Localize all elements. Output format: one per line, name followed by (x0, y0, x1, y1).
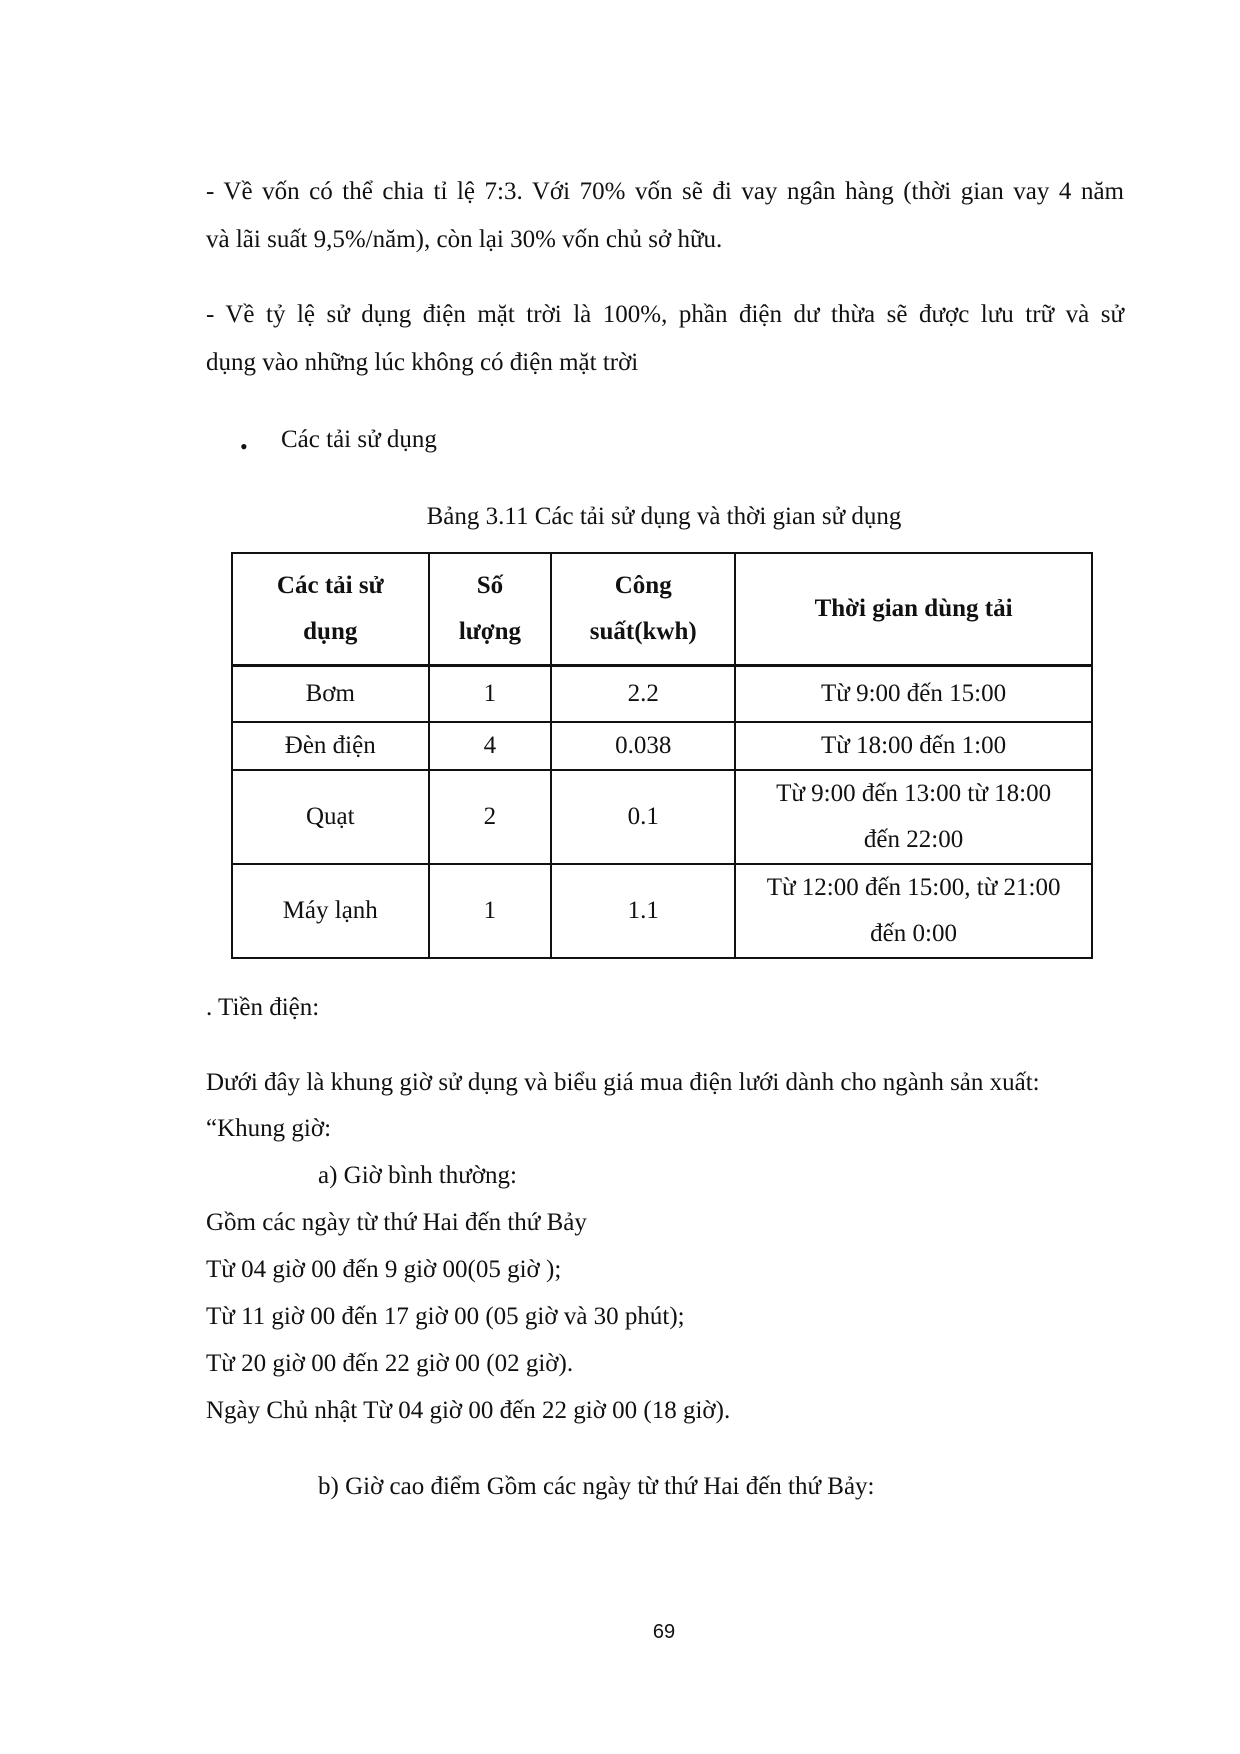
header-power-line-2: suất(kwh) (589, 618, 697, 645)
cell-quantity: 1 (429, 864, 552, 958)
schedule-line: Gồm các ngày từ thứ Hai đến thứ Bảy (206, 1209, 587, 1236)
table-row (232, 864, 1092, 958)
schedule-line: Từ 11 giờ 00 đến 17 giờ 00 (05 giờ và 30 phút); (206, 1303, 685, 1330)
cell-power: 1.1 (551, 864, 735, 958)
header-power (551, 553, 735, 666)
cell-load: Bơm (232, 666, 429, 722)
capital-paragraph-line-1: - Về vốn có thể chia tỉ lệ 7:3. Với 70% vốn sẽ đi vay ngân hàng (thời gian vay 4 năm (206, 178, 1124, 205)
electricity-intro: Dưới đây là khung giờ sử dụng và biểu giá mua điện lưới dành cho ngành sản xuất: (206, 1069, 1040, 1096)
header-load (232, 553, 429, 666)
item-a-normal-hours: a) Giờ bình thường: (318, 1162, 517, 1189)
cell-quantity: 2 (429, 770, 552, 864)
header-quantity-line-1: Số (476, 572, 504, 599)
header-quantity (429, 553, 552, 666)
header-load-line-1: Các tải sử (276, 572, 384, 599)
loads-table (231, 552, 1093, 959)
solar-paragraph-line-1: - Về tỷ lệ sử dụng điện mặt trời là 100%, phần điện dư thừa sẽ được lưu trữ và sử (206, 301, 1124, 328)
cell-power: 0.038 (551, 722, 735, 770)
table-row (232, 770, 1092, 864)
cell-quantity: 1 (429, 666, 552, 722)
header-time: Thời gian dùng tải (735, 553, 1092, 666)
page-number: 69 (652, 1621, 676, 1643)
electricity-heading: . Tiền điện: (206, 994, 320, 1021)
capital-paragraph-line-2: và lãi suất 9,5%/năm), còn lại 30% vốn chủ sở hữu. (206, 226, 723, 253)
header-load-line-2: dụng (303, 618, 358, 645)
schedule-line: Từ 04 giờ 00 đến 9 giờ 00(05 giờ ); (206, 1256, 562, 1283)
header-power-line-1: Công (614, 572, 672, 599)
schedule-line: Từ 20 giờ 00 đến 22 giờ 00 (02 giờ). (206, 1350, 574, 1377)
cell-time (735, 770, 1092, 864)
table-row (232, 666, 1092, 722)
cell-time: Từ 18:00 đến 1:00 (735, 722, 1092, 770)
item-b-peak-hours: b) Giờ cao điểm Gồm các ngày từ thứ Hai đến thứ Bảy: (318, 1473, 875, 1500)
cell-time-line-1: Từ 12:00 đến 15:00, từ 21:00 (766, 873, 1061, 901)
cell-time: Từ 9:00 đến 15:00 (735, 666, 1092, 722)
cell-load: Đèn điện (232, 722, 429, 770)
cell-quantity: 4 (429, 722, 552, 770)
table-caption: Bảng 3.11 Các tải sử dụng và thời gian sử dụng (426, 503, 902, 530)
cell-time-line-2: đến 22:00 (863, 825, 964, 853)
cell-power: 2.2 (551, 666, 735, 722)
cell-power: 0.1 (551, 770, 735, 864)
cell-time (735, 864, 1092, 958)
bullet-text: Các tải sử dụng (281, 426, 437, 453)
cell-time-line-2: đến 0:00 (870, 919, 957, 947)
schedule-line: Ngày Chủ nhật Từ 04 giờ 00 đến 22 giờ 00 (18 giờ). (206, 1397, 731, 1424)
cell-load: Quạt (232, 770, 429, 864)
time-frame-label: “Khung giờ: (206, 1115, 332, 1142)
cell-time-line-1: Từ 9:00 đến 13:00 từ 18:00 (776, 779, 1052, 807)
cell-load: Máy lạnh (232, 864, 429, 958)
table-header-row (232, 553, 1092, 666)
solar-paragraph-line-2: dụng vào những lúc không có điện mặt trời (206, 349, 639, 376)
table-row (232, 722, 1092, 770)
bullet-icon: • (240, 434, 248, 459)
header-quantity-line-2: lượng (458, 618, 522, 645)
